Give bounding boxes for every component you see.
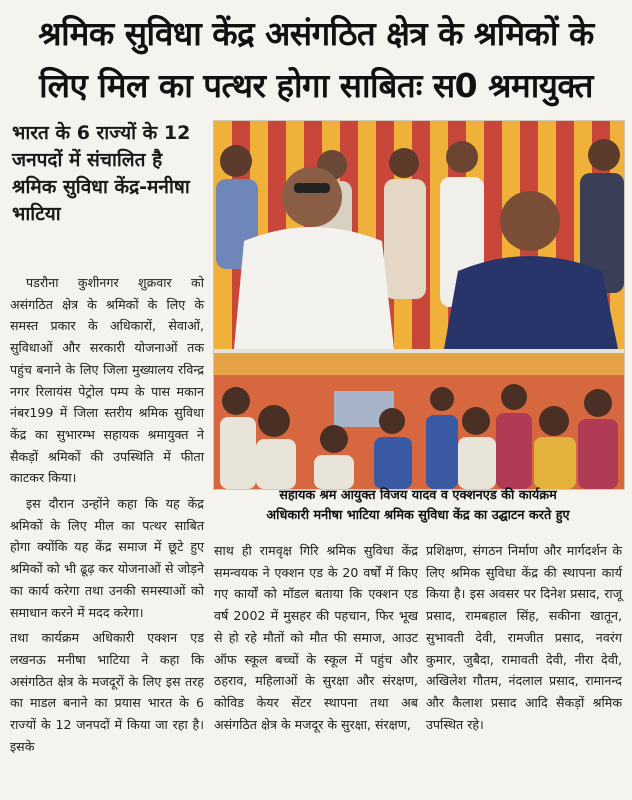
article-paragraph: साथ ही रामवृक्ष गिरि श्रमिक सुविधा केंद्र समन्वयक ने एक्शन एड के 20 वर्षों में किए गए कार्यों को मॉडल बताया कि एक्शन एड वर्ष 2002 में मुसहर की पहचान, फिर भूख से हो रहे मौतों को मौत फी समाज, आउट ऑफ स्कूल बच्चों के स्कूल में पहुंच और ठहराव, महिलाओं के सुरक्षा और संरक्षण, कोविड केयर सेंटर स्थापना तथा अब असंगठित क्षेत्र के मजदूर के सुरक्षा, संरक्षण, (214, 543, 418, 732)
headline (8, 8, 624, 116)
article-paragraph: पडरौना कुशीनगर शुक्रवार को असंगठित क्षेत्र के श्रमिकों के लिए के समस्त प्रकार के अधिकारों, सेवाओं, सुविधाओं और सरकारी योजनाओं तक पहुंच बनाने के लिए जिला मुख्यालय रविन्द्र नगर रिलायंस पेट्रोल पम्प के पास मकान नंबर199 में जिला स्तरीय श्रमिक सुविधा केंद्र का सुभारम्भ सहायक श्रमायुक्त ने सैकड़ों श्रमिकों की उपस्थिति में फीता काटकर किया। (10, 275, 204, 486)
caption-line-1: सहायक श्रम आयुक्त विजय यादव व एक्शनएड की कार्यक्रम (279, 488, 557, 503)
article-paragraph: इस दौरान उन्होंने कहा कि यह केंद्र श्रमिकों के लिए मील का पत्थर साबित होगा क्योंकि यह केंद्र समाज में छूटे हुए श्रमिकों को भी ढूढ़ कर योजनाओं से जोड़ने का कार्य करेगा तथा उनकी समस्याओं को समाधान करने में मदद करेगा। (10, 496, 204, 620)
article-paragraph: तथा कार्यक्रम अधिकारी एक्शन एड लखनऊ मनीषा भाटिया ने कहा कि असंगठित क्षेत्र के मजदूरों के लिए इस तरह का माडल बनाने का प्रयास भारत के 6 राज्यों के 12 जनपदों में किया जा रहा है। इसके (10, 630, 204, 754)
headline-line-2: लिए मिल का पत्थर होगा साबितः स0 श्रमायुक्त (39, 66, 593, 105)
headline-line-1: श्रमिक सुविधा केंद्र असंगठित क्षेत्र के श्रमिकों के (38, 14, 594, 53)
article-column-3 (426, 540, 622, 735)
photo-caption (213, 486, 623, 534)
event-photo (213, 120, 625, 490)
subheadline: भारत के 6 राज्यों के 12 जनपदों में संचालित है श्रमिक सुविधा केंद्र-मनीषा भाटिया (12, 122, 191, 225)
article-paragraph: प्रशिक्षण, संगठन निर्माण और मार्गदर्शन के लिए श्रमिक सुविधा केंद्र की स्थापना कार्य किया है। इस अवसर पर दिनेश प्रसाद, राजू प्रसाद, रामबहाल सिंह, सकीना खातून, सुभावती देवी, रामजीत प्रसाद, नवरंग कुमार, जुबैदा, रामावती देवी, नीरा देवी, अखिलेश गौतम, नंदलाल प्रसाद, रामानन्द और कैलाश प्रसाद आदि सैकड़ों श्रमिक उपस्थित रहे। (426, 543, 622, 732)
article-column-1 (10, 272, 204, 757)
caption-line-2: अधिकारी मनीषा भाटिया श्रमिक सुविधा केंद्र का उद्घाटन करते हुए (266, 508, 570, 523)
article-column-2 (214, 540, 418, 735)
